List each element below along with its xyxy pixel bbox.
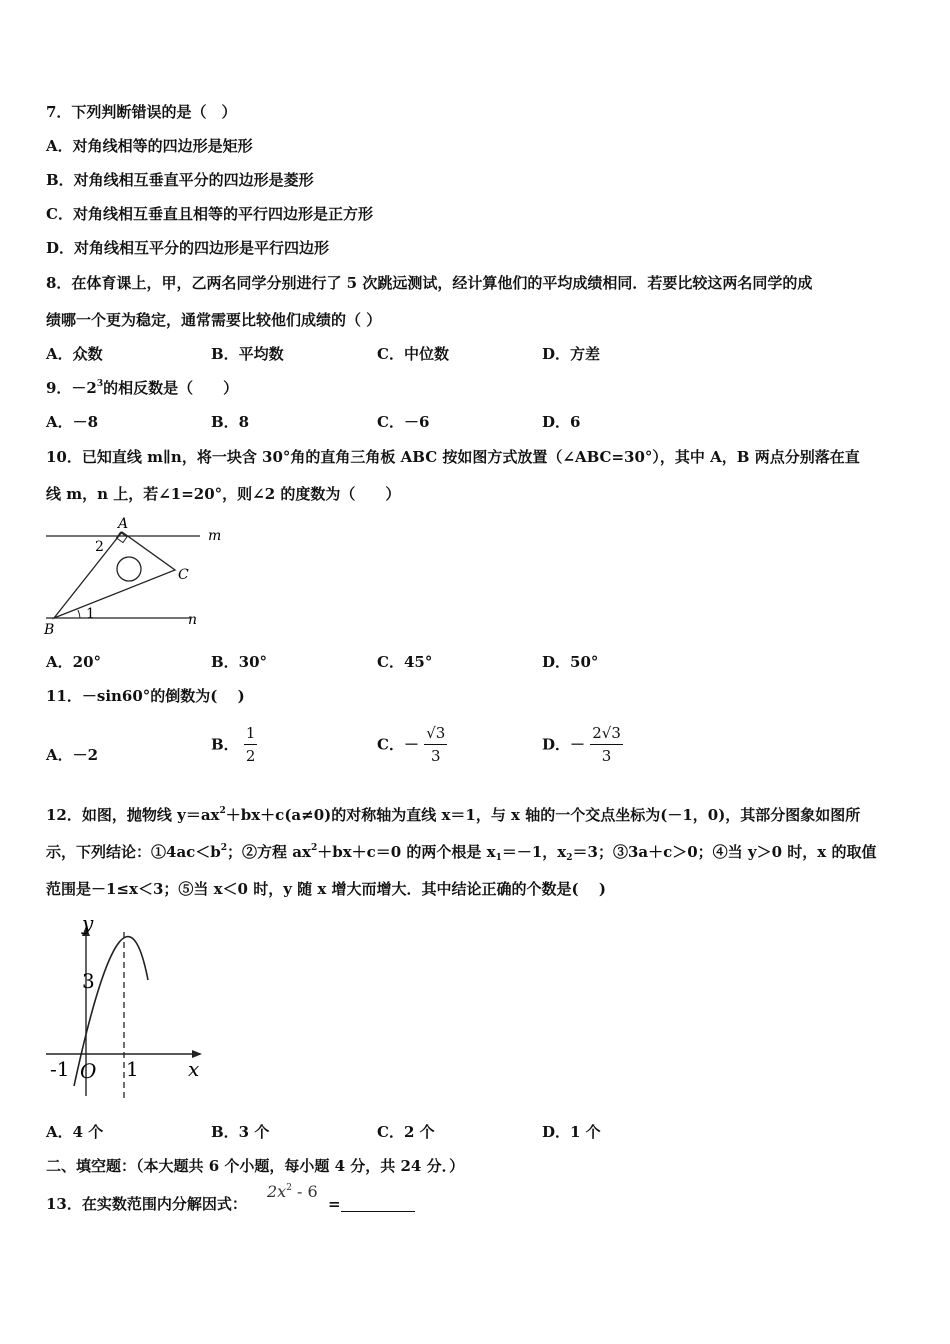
q12-stem-line1 bbox=[46, 805, 860, 825]
q9-option-d: D．6 bbox=[542, 413, 581, 431]
q12-option-d: D．1 个 bbox=[542, 1123, 601, 1141]
label-b: B bbox=[44, 622, 55, 638]
label-1: 1 bbox=[126, 1057, 139, 1081]
label-x: x bbox=[188, 1057, 200, 1081]
label-o: O bbox=[80, 1059, 97, 1083]
q11-stem: 11．－sin60°的倒数为( ) bbox=[46, 687, 245, 705]
q12-option-c: C．2 个 bbox=[377, 1123, 435, 1141]
angle-1-arc bbox=[78, 610, 80, 618]
q12-stem2-c: ＋bx＋c＝0 的两个根是 x bbox=[317, 843, 496, 861]
q11-c-numerator: √3 bbox=[424, 722, 447, 745]
q9-option-b: B．8 bbox=[211, 413, 250, 431]
section2-title: 二、填空题：（本大题共 6 个小题，每小题 4 分，共 24 分．） bbox=[46, 1157, 465, 1175]
q9-stem-post: 的相反数是（ ） bbox=[103, 379, 239, 397]
q7-option-d: D．对角线相互平分的四边形是平行四边形 bbox=[46, 239, 330, 257]
q12-stem1-b: ＋bx＋c(a≠0)的对称轴为直线 x＝1，与 x 轴的一个交点坐标为(－1，0)，其部分图象如图所 bbox=[225, 806, 861, 824]
label-neg1: -1 bbox=[50, 1057, 70, 1081]
label-n: n bbox=[188, 612, 198, 628]
q9-stem bbox=[46, 378, 238, 398]
q7-option-b: B．对角线相互垂直平分的四边形是菱形 bbox=[46, 171, 314, 189]
q9-exponent: 3 bbox=[96, 379, 104, 389]
q10-option-c: C．45° bbox=[377, 653, 433, 671]
q12-option-b: B．3 个 bbox=[211, 1123, 270, 1141]
q11-b-numerator: 1 bbox=[244, 722, 258, 745]
label-y: y bbox=[82, 911, 94, 935]
q11-d-denominator: 3 bbox=[601, 747, 612, 765]
q9-stem-pre: 9．－2 bbox=[46, 379, 97, 397]
q10-triangle-figure bbox=[40, 512, 240, 640]
q11-c-label: C．－ bbox=[377, 735, 419, 754]
q11-c-denominator: 3 bbox=[430, 747, 441, 765]
q7-option-c: C．对角线相互垂直且相等的平行四边形是正方形 bbox=[46, 205, 373, 223]
label-m: m bbox=[208, 528, 222, 544]
q11-d-label: D．－ bbox=[542, 735, 586, 754]
q11-d-fraction bbox=[590, 722, 623, 767]
q8-option-d: D．方差 bbox=[542, 345, 601, 363]
label-3: 3 bbox=[82, 969, 95, 993]
q10-option-d: D．50° bbox=[542, 653, 599, 671]
q8-option-b: B．平均数 bbox=[211, 345, 284, 363]
label-a: A bbox=[118, 516, 129, 532]
q12-stem1-sup: 2 bbox=[219, 806, 226, 816]
q11-option-a: A．－2 bbox=[46, 746, 99, 764]
q7-option-a: A．对角线相等的四边形是矩形 bbox=[46, 137, 253, 155]
q9-option-a: A．－8 bbox=[46, 413, 99, 431]
q13-expr-b: - 6 bbox=[291, 1182, 318, 1201]
q12-stem-line2 bbox=[46, 842, 876, 862]
q13-expression bbox=[267, 1182, 318, 1201]
q8-stem-line2: 绩哪一个更为稳定，通常需要比较他们成绩的（ ） bbox=[46, 311, 382, 329]
label-2: 2 bbox=[95, 539, 104, 555]
q13-expr-a: 2x bbox=[267, 1182, 287, 1201]
q13-stem: 13．在实数范围内分解因式： bbox=[46, 1195, 247, 1213]
q11-option-b bbox=[211, 722, 257, 767]
q11-d-numerator: 2√3 bbox=[590, 722, 623, 745]
q11-option-d bbox=[542, 722, 623, 767]
q7-stem: 7．下列判断错误的是（ ） bbox=[46, 103, 237, 121]
q13-answer-blank[interactable] bbox=[341, 1197, 415, 1212]
q10-stem-line1: 10．已知直线 m∥n，将一块含 30°角的直角三角板 ABC 按如图方式放置（∠ABC=30°），其中 A，B 两点分别落在直 bbox=[46, 448, 860, 466]
label-c: C bbox=[178, 567, 189, 583]
q12-stem2-sup1: 2 bbox=[220, 843, 228, 853]
q12-stem2-sub2: 2 bbox=[566, 853, 573, 863]
q10-option-b: B．30° bbox=[211, 653, 268, 671]
q11-option-c bbox=[377, 722, 447, 767]
q12-stem2-e: ＝3；③3a＋c＞0；④当 y＞0 时，x 的取值 bbox=[572, 843, 877, 861]
label-1: 1 bbox=[86, 606, 95, 622]
triangle-abc bbox=[54, 532, 175, 618]
q12-stem2-a: 示，下列结论：①4ac＜b bbox=[46, 843, 221, 861]
q11-c-fraction bbox=[424, 722, 447, 767]
q13-equals: = bbox=[328, 1195, 341, 1213]
q12-stem2-b: ；②方程 ax bbox=[227, 843, 311, 861]
q13-answer bbox=[328, 1194, 415, 1214]
triangle-hole bbox=[117, 557, 141, 581]
q13-expr-sup: 2 bbox=[286, 1183, 292, 1193]
q12-stem2-d: ＝－1，x bbox=[501, 843, 567, 861]
q10-option-a: A．20° bbox=[46, 653, 102, 671]
q11-b-denominator: 2 bbox=[245, 747, 256, 765]
q12-stem2-sub1: 1 bbox=[495, 853, 502, 863]
q12-parabola-figure bbox=[42, 908, 212, 1108]
q8-option-c: C．中位数 bbox=[377, 345, 449, 363]
q12-stem-line3: 范围是－1≤x＜3；⑤当 x＜0 时，y 随 x 增大而增大．其中结论正确的个数是( ) bbox=[46, 880, 606, 898]
q8-option-a: A．众数 bbox=[46, 345, 103, 363]
q12-stem2-sup2: 2 bbox=[310, 843, 318, 853]
q12-stem1-a: 12．如图，抛物线 y＝ax bbox=[46, 806, 220, 824]
q11-b-label: B． bbox=[211, 735, 239, 754]
q8-stem-line1: 8．在体育课上，甲，乙两名同学分别进行了 5 次跳远测试，经计算他们的平均成绩相同．若要比较这两名同学的成 bbox=[46, 274, 813, 292]
q11-b-fraction bbox=[244, 722, 258, 767]
q9-option-c: C．－6 bbox=[377, 413, 430, 431]
q10-stem-line2: 线 m，n 上，若∠1=20°，则∠2 的度数为（ ） bbox=[46, 485, 401, 503]
q12-option-a: A．4 个 bbox=[46, 1123, 104, 1141]
